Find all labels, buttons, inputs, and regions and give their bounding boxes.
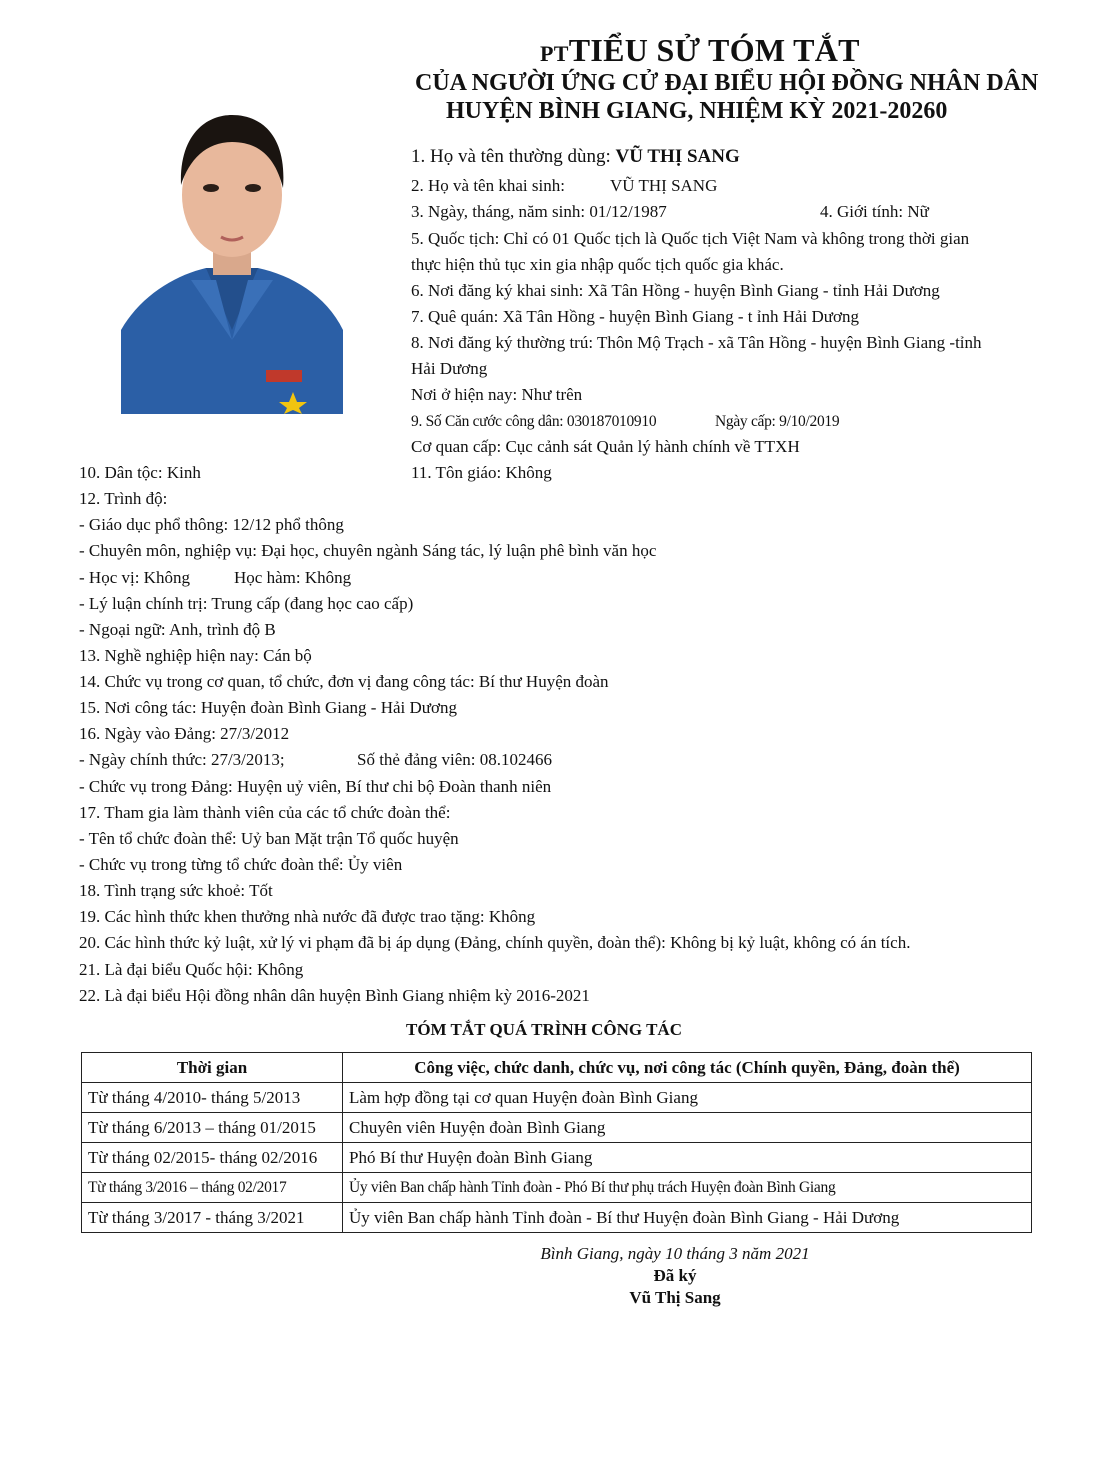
field-general-education: - Giáo dục phổ thông: 12/12 phổ thông bbox=[79, 515, 344, 534]
field-organization-name: - Tên tổ chức đoàn thể: Uỷ ban Mặt trận Tổ quốc huyện bbox=[79, 829, 459, 848]
field-birth-date: 3. Ngày, tháng, năm sinh: 01/12/1987 bbox=[411, 202, 667, 221]
table-cell-time: Từ tháng 6/2013 – tháng 01/2015 bbox=[82, 1113, 343, 1143]
field-party-card-number: Số thẻ đảng viên: 08.102466 bbox=[357, 750, 553, 769]
table-cell-job: Phó Bí thư Huyện đoàn Bình Giang bbox=[343, 1143, 1032, 1173]
field-party-join-date: 16. Ngày vào Đảng: 27/3/2012 bbox=[79, 724, 290, 743]
field-value: VŨ THỊ SANG bbox=[615, 146, 740, 167]
table-cell-job: Chuyên viên Huyện đoàn Bình Giang bbox=[343, 1113, 1032, 1143]
field-birth-registration: 6. Nơi đăng ký khai sinh: Xã Tân Hồng - huyện Bình Giang - tỉnh Hải Dương bbox=[411, 281, 940, 300]
signature-signed: Đã ký bbox=[653, 1266, 697, 1285]
field-party-official-date: - Ngày chính thức: 27/3/2013; bbox=[79, 750, 285, 769]
field-id-issue-date: Ngày cấp: 9/10/2019 bbox=[715, 413, 840, 430]
field-foreign-language: - Ngoại ngữ: Anh, trình độ B bbox=[79, 620, 276, 639]
field-gender: 4. Giới tính: Nữ bbox=[820, 202, 929, 221]
title-prefix: PT bbox=[540, 41, 569, 66]
work-history-title: TÓM TẮT QUÁ TRÌNH CÔNG TÁC bbox=[406, 1020, 682, 1039]
field-permanent-residence-cont: Hải Dương bbox=[411, 359, 488, 378]
table-cell-time: Từ tháng 3/2017 - tháng 3/2021 bbox=[82, 1203, 343, 1233]
field-national-assembly: 21. Là đại biểu Quốc hội: Không bbox=[79, 960, 304, 979]
field-id-number: 9. Số Căn cước công dân: 030187010910 bbox=[411, 413, 657, 430]
signature-name: Vũ Thị Sang bbox=[629, 1288, 721, 1307]
field-discipline: 20. Các hình thức kỷ luật, xử lý vi phạm đã bị áp dụng (Đảng, chính quyền, đoàn thể): Không bị kỷ luật, không có án tích. bbox=[79, 933, 911, 952]
field-degree: - Học vị: Không bbox=[79, 568, 190, 587]
table-row bbox=[82, 1203, 1032, 1233]
table-cell-job: Làm hợp đồng tại cơ quan Huyện đoàn Bình Giang bbox=[343, 1083, 1032, 1113]
title-main: TIỂU SỬ TÓM TẮT bbox=[568, 32, 860, 68]
field-party-position: - Chức vụ trong Đảng: Huyện uỷ viên, Bí thư chi bộ Đoàn thanh niên bbox=[79, 777, 552, 796]
field-council-member: 22. Là đại biểu Hội đồng nhân dân huyện Bình Giang nhiệm kỳ 2016-2021 bbox=[79, 986, 590, 1005]
field-current-residence: Nơi ở hiện nay: Như trên bbox=[411, 385, 583, 404]
document-subtitle-1: CỦA NGƯỜI ỨNG CỬ ĐẠI BIỂU HỘI ĐỒNG NHÂN DÂN bbox=[415, 70, 1039, 96]
field-permanent-residence: 8. Nơi đăng ký thường trú: Thôn Mộ Trạch - xã Tân Hồng - huyện Bình Giang -tỉnh bbox=[411, 333, 982, 352]
field-nationality: 5. Quốc tịch: Chỉ có 01 Quốc tịch là Quốc tịch Việt Nam và không trong thời gian bbox=[411, 229, 970, 248]
table-row bbox=[82, 1083, 1032, 1113]
field-ethnicity: 10. Dân tộc: Kinh bbox=[79, 463, 201, 482]
field-organization-position: - Chức vụ trong từng tổ chức đoàn thể: Ủy viên bbox=[79, 855, 403, 874]
document-title bbox=[540, 32, 860, 69]
field-specialty: - Chuyên môn, nghiệp vụ: Đại học, chuyên ngành Sáng tác, lý luận phê bình văn học bbox=[79, 541, 657, 560]
field-birth-name-label: 2. Họ và tên khai sinh: bbox=[411, 176, 565, 195]
table-cell-job: Ủy viên Ban chấp hành Tỉnh đoàn - Phó Bí thư phụ trách Huyện đoàn Bình Giang bbox=[343, 1173, 1032, 1203]
field-education: 12. Trình độ: bbox=[79, 489, 168, 508]
field-hometown: 7. Quê quán: Xã Tân Hồng - huyện Bình Giang - t ỉnh Hải Dương bbox=[411, 307, 860, 326]
work-history-table bbox=[81, 1052, 1032, 1233]
field-occupation: 13. Nghề nghiệp hiện nay: Cán bộ bbox=[79, 646, 312, 665]
field-common-name bbox=[411, 147, 740, 167]
table-row bbox=[82, 1143, 1032, 1173]
column-header-job: Công việc, chức danh, chức vụ, nơi công tác (Chính quyền, Đảng, đoàn thể) bbox=[343, 1053, 1032, 1083]
document-subtitle-2: HUYỆN BÌNH GIANG, NHIỆM KỲ 2021-20260 bbox=[446, 98, 948, 124]
field-organizations: 17. Tham gia làm thành viên của các tổ chức đoàn thể: bbox=[79, 803, 451, 822]
table-cell-time: Từ tháng 4/2010- tháng 5/2013 bbox=[82, 1083, 343, 1113]
field-nationality-cont: thực hiện thủ tục xin gia nhập quốc tịch quốc gia khác. bbox=[411, 255, 784, 274]
table-header-row bbox=[82, 1053, 1032, 1083]
table-row bbox=[82, 1173, 1032, 1203]
field-position: 14. Chức vụ trong cơ quan, tổ chức, đơn vị đang công tác: Bí thư Huyện đoàn bbox=[79, 672, 609, 691]
field-birth-name-value: VŨ THỊ SANG bbox=[610, 176, 718, 195]
field-id-issuer: Cơ quan cấp: Cục cảnh sát Quản lý hành chính về TTXH bbox=[411, 437, 800, 456]
candidate-photo bbox=[121, 80, 343, 414]
field-label: 1. Họ và tên thường dùng: bbox=[411, 146, 616, 167]
signature-place-date: Bình Giang, ngày 10 tháng 3 năm 2021 bbox=[540, 1244, 810, 1263]
field-political-theory: - Lý luận chính trị: Trung cấp (đang học cao cấp) bbox=[79, 594, 414, 613]
table-cell-time: Từ tháng 3/2016 – tháng 02/2017 bbox=[82, 1173, 343, 1203]
field-awards: 19. Các hình thức khen thưởng nhà nước đã được trao tặng: Không bbox=[79, 907, 536, 926]
table-row bbox=[82, 1113, 1032, 1143]
table-cell-job: Ủy viên Ban chấp hành Tỉnh đoàn - Bí thư Huyện đoàn Bình Giang - Hải Dương bbox=[343, 1203, 1032, 1233]
field-health: 18. Tình trạng sức khoẻ: Tốt bbox=[79, 881, 273, 900]
table-cell-time: Từ tháng 02/2015- tháng 02/2016 bbox=[82, 1143, 343, 1173]
field-religion: 11. Tôn giáo: Không bbox=[411, 463, 552, 482]
field-academic-title: Học hàm: Không bbox=[234, 568, 352, 587]
field-workplace: 15. Nơi công tác: Huyện đoàn Bình Giang - Hải Dương bbox=[79, 698, 457, 717]
column-header-time: Thời gian bbox=[82, 1053, 343, 1083]
